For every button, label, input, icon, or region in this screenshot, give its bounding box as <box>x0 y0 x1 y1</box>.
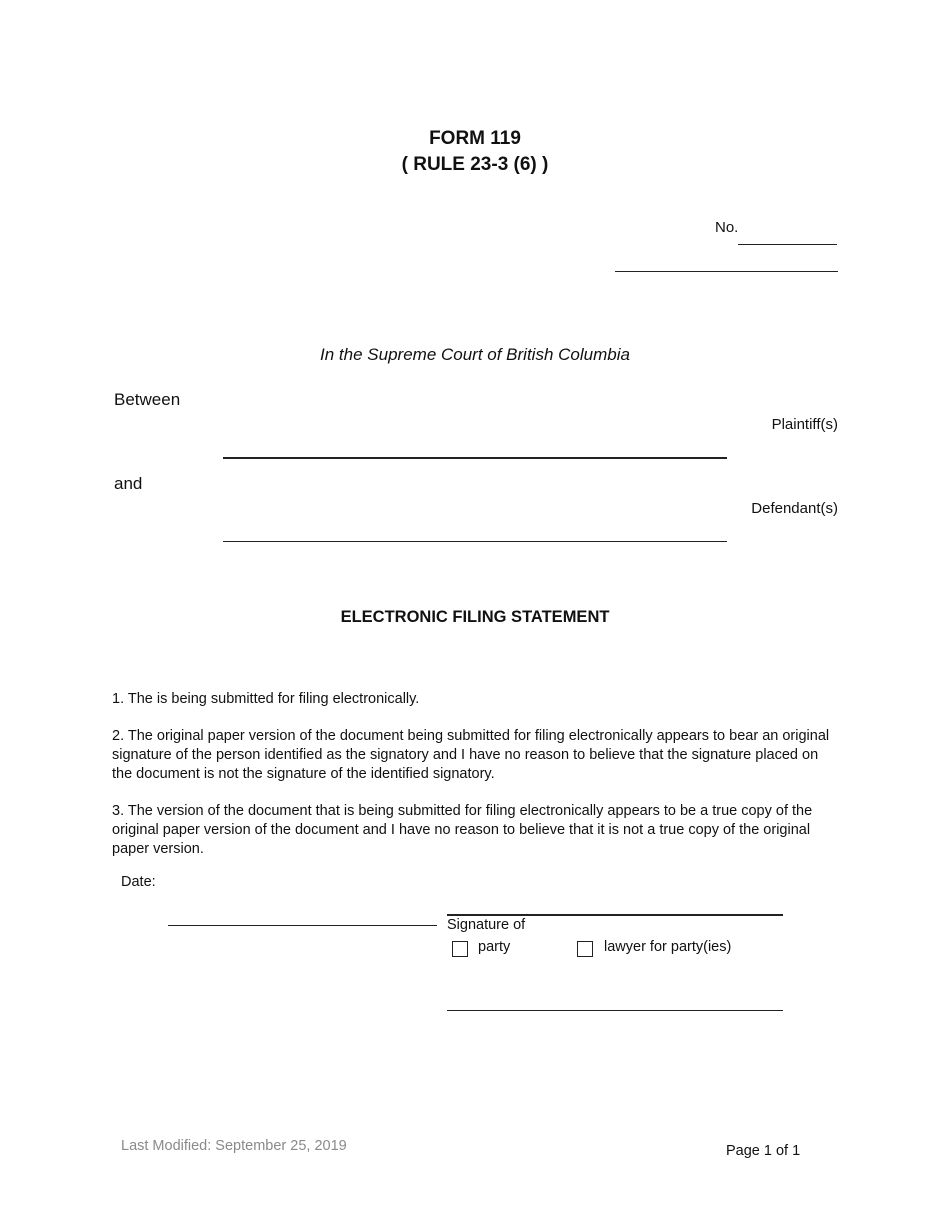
statement-title: ELECTRONIC FILING STATEMENT <box>340 608 610 626</box>
party-option-label: party <box>478 939 511 955</box>
statement-paragraph-1: 1. The is being submitted for filing electronically. <box>112 691 420 707</box>
signatory-name-field[interactable] <box>447 1010 783 1011</box>
defendant-name-field[interactable] <box>223 541 727 542</box>
date-label: Date: <box>121 874 156 890</box>
registry-field[interactable] <box>615 271 838 272</box>
file-number-field[interactable] <box>738 244 837 245</box>
court-name: In the Supreme Court of British Columbia <box>320 345 630 364</box>
page-number: Page 1 of 1 <box>726 1143 801 1159</box>
signature-line[interactable] <box>447 914 783 916</box>
statement-paragraph-2: 2. The original paper version of the document being submitted for filing electronically appears to bear an original signature of the person identified as the signatory and I have no reason to believe that the signature placed on the document is not the signature of the identified signatory. <box>112 728 830 782</box>
between-label: Between <box>114 390 181 409</box>
statement-paragraph-3: 3. The version of the document that is being submitted for filing electronically appears to be a true copy of the original paper version of the document and I have no reason to believe that it is not a true copy of the original paper version. <box>112 803 813 857</box>
last-modified: Last Modified: September 25, 2019 <box>121 1138 347 1154</box>
defendant-label: Defendant(s) <box>751 500 838 517</box>
signature-of-label: Signature of <box>447 917 526 933</box>
and-label: and <box>114 474 143 493</box>
plaintiff-name-field[interactable] <box>223 457 727 459</box>
rule-reference: ( RULE 23-3 (6) ) <box>401 154 549 175</box>
date-field[interactable] <box>168 925 437 926</box>
file-number-label: No. <box>715 219 739 236</box>
form-title: FORM 119 <box>429 128 521 149</box>
party-checkbox[interactable] <box>452 941 468 957</box>
lawyer-checkbox[interactable] <box>577 941 593 957</box>
plaintiff-label: Plaintiff(s) <box>771 416 838 433</box>
lawyer-option-label: lawyer for party(ies) <box>604 939 732 955</box>
